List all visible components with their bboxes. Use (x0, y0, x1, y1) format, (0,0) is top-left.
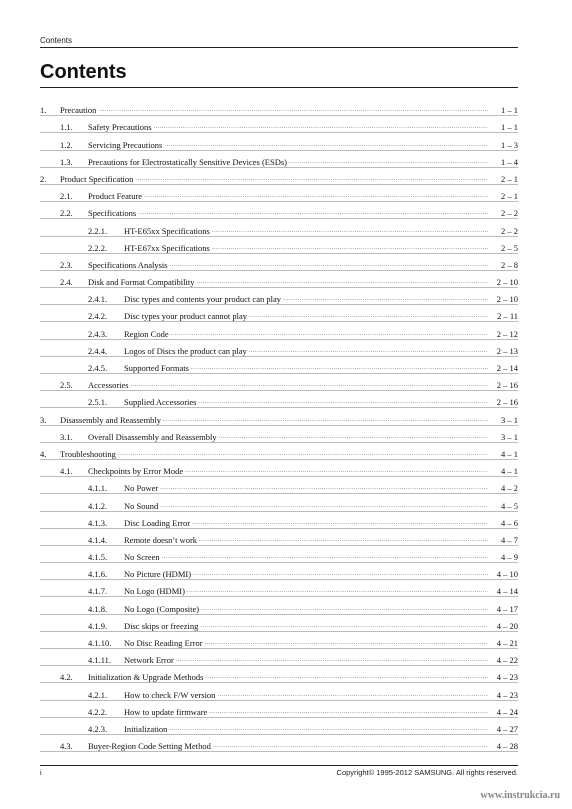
toc-entry-number: 2. (40, 173, 47, 184)
toc-entry-title: Region Code (124, 328, 169, 339)
toc-entry[interactable] (40, 476, 518, 493)
toc-entry[interactable] (40, 304, 518, 321)
page-title: Contents (40, 61, 127, 83)
toc-entry[interactable] (40, 562, 518, 579)
toc-leader-dots (164, 140, 488, 150)
toc-entry-page: 4 – 28 (496, 741, 518, 752)
toc-entry-number: 2.5. (60, 380, 73, 391)
toc-entry-title: Initialization & Upgrade Methods (88, 672, 204, 683)
toc-entry-title: Remote doesn’t work (124, 534, 198, 545)
toc-entry-number: 2.4.5. (88, 363, 108, 373)
toc-entry[interactable] (40, 682, 518, 699)
toc-entry[interactable] (40, 236, 518, 253)
toc-entry-title: How to update firmware (124, 706, 208, 717)
toc-entry-number: 1.1. (60, 122, 73, 133)
toc-entry-number: 4.1.5. (88, 552, 108, 563)
toc-entry-number: 3.1. (60, 431, 73, 442)
toc-entry-title: Disc Loading Error (124, 517, 191, 528)
toc-entry-number: 4.1.9. (88, 620, 108, 631)
toc-entry-title: Supported Formats (124, 363, 189, 373)
toc-entry[interactable] (40, 270, 518, 287)
toc-entry-page: 1 – 3 (501, 139, 518, 150)
toc-leader-dots (213, 741, 488, 751)
toc-leader-dots (212, 226, 488, 236)
toc-entry-page: 2 – 16 (496, 397, 518, 408)
toc-entry-title: Troubleshooting (60, 448, 116, 459)
toc-leader-dots (169, 724, 488, 734)
toc-leader-dots (170, 260, 488, 270)
toc-leader-dots (144, 191, 488, 201)
toc-entry-number: 2.3. (60, 259, 73, 270)
toc-entry[interactable] (40, 665, 518, 682)
title-rule (40, 87, 518, 88)
toc-entry-title: Supplied Accessories (124, 397, 197, 408)
toc-entry-number: 2.4.3. (88, 328, 108, 339)
toc-entry-page: 2 – 14 (496, 363, 518, 373)
toc-leader-dots (205, 638, 488, 648)
table-of-contents (40, 98, 518, 751)
toc-leader-dots (198, 397, 488, 407)
toc-entry-number: 4.2.2. (88, 706, 108, 717)
toc-entry-title: No Picture (HDMI) (124, 569, 192, 580)
toc-entry-page: 2 – 2 (501, 208, 518, 219)
toc-entry-page: 4 – 20 (496, 620, 518, 631)
toc-entry-number: 2.2. (60, 208, 73, 219)
toc-leader-dots (176, 655, 488, 665)
toc-entry-number: 2.5.1. (88, 397, 108, 408)
toc-entry[interactable] (40, 287, 518, 304)
toc-leader-dots (118, 449, 488, 459)
toc-entry-page: 4 – 1 (501, 466, 518, 477)
toc-entry-page: 2 – 12 (496, 328, 518, 339)
toc-leader-dots (154, 122, 489, 132)
toc-entry-number: 4.1.3. (88, 517, 108, 528)
toc-entry[interactable] (40, 631, 518, 648)
toc-entry[interactable] (40, 734, 518, 751)
toc-entry-number: 4.1.10. (88, 638, 112, 648)
toc-entry-page: 4 – 9 (501, 552, 518, 563)
toc-entry-number: 4.1.4. (88, 534, 108, 545)
toc-entry-page: 1 – 4 (501, 156, 518, 167)
toc-leader-dots (217, 690, 488, 700)
toc-entry-page: 1 – 1 (501, 122, 518, 133)
toc-entry-page: 2 – 1 (501, 191, 518, 202)
toc-entry[interactable] (40, 407, 518, 424)
watermark: www.instrukcia.ru (480, 790, 560, 801)
toc-entry-page: 2 – 16 (496, 380, 518, 391)
toc-entry-title: Specifications Analysis (88, 259, 168, 270)
toc-entry-number: 4.1.6. (88, 569, 108, 580)
toc-entry-number: 2.4.4. (88, 345, 108, 356)
toc-leader-dots (192, 518, 488, 528)
toc-entry-number: 3. (40, 414, 47, 425)
toc-leader-dots (201, 604, 488, 614)
toc-entry-number: 4.2.3. (88, 723, 108, 734)
toc-entry-page: 4 – 1 (501, 448, 518, 459)
toc-entry-title: Logos of Discs the product can play (124, 345, 247, 356)
toc-leader-dots (163, 415, 488, 425)
toc-entry[interactable] (40, 373, 518, 390)
toc-entry[interactable] (40, 150, 518, 167)
running-header: Contents (40, 36, 73, 45)
footer-page-number: i (40, 770, 42, 777)
toc-entry[interactable] (40, 700, 518, 717)
toc-entry-number: 2.2.2. (88, 242, 108, 253)
toc-entry[interactable] (40, 115, 518, 132)
toc-leader-dots (283, 294, 488, 304)
toc-entry-title: No Logo (HDMI) (124, 586, 185, 597)
toc-entry-page: 2 – 2 (501, 225, 518, 236)
toc-entry[interactable] (40, 511, 518, 528)
toc-entry-title: Product Specification (60, 173, 134, 184)
toc-entry-title: HT-E67xx Specifications (124, 242, 210, 253)
toc-entry-title: Disc skips or freezing (124, 620, 199, 631)
toc-entry[interactable] (40, 98, 518, 115)
toc-entry[interactable] (40, 253, 518, 270)
toc-entry-title: Precaution (60, 105, 97, 116)
toc-entry[interactable] (40, 596, 518, 613)
toc-leader-dots (162, 552, 488, 562)
toc-entry[interactable] (40, 545, 518, 562)
toc-entry-page: 3 – 1 (501, 414, 518, 425)
toc-entry-number: 1.2. (60, 139, 73, 150)
toc-leader-dots (193, 569, 488, 579)
toc-entry-title: Network Error (124, 655, 174, 666)
toc-entry[interactable] (40, 579, 518, 596)
toc-entry-title: Specifications (88, 208, 137, 219)
toc-leader-dots (200, 621, 488, 631)
toc-leader-dots (219, 432, 488, 442)
footer-rule (40, 765, 518, 766)
toc-entry-title: Servicing Precautions (88, 139, 163, 150)
toc-leader-dots (171, 329, 488, 339)
toc-entry[interactable] (40, 493, 518, 510)
toc-entry-title: Initialization (124, 723, 168, 734)
toc-entry-title: Precautions for Electrostatically Sensitive Devices (ESDs) (88, 156, 287, 167)
toc-leader-dots (187, 586, 488, 596)
toc-entry[interactable] (40, 321, 518, 338)
toc-leader-dots (205, 672, 488, 682)
toc-entry-page: 2 – 5 (501, 242, 518, 253)
toc-entry-page: 2 – 1 (501, 173, 518, 184)
toc-entry-title: Checkpoints by Error Mode (88, 466, 184, 477)
toc-entry-page: 3 – 1 (501, 431, 518, 442)
toc-entry-page: 2 – 10 (496, 294, 518, 305)
toc-entry[interactable] (40, 218, 518, 235)
toc-entry-page: 4 – 14 (496, 586, 518, 597)
toc-entry-number: 4.1.2. (88, 500, 108, 511)
toc-entry-title: Accessories (88, 380, 129, 391)
toc-entry-page: 2 – 8 (501, 259, 518, 270)
toc-entry[interactable] (40, 717, 518, 734)
toc-leader-dots (196, 277, 488, 287)
toc-entry-title: No Logo (Composite) (124, 603, 200, 614)
toc-entry-page: 4 – 6 (501, 517, 518, 528)
toc-entry-number: 1. (40, 105, 47, 116)
toc-entry[interactable] (40, 167, 518, 184)
toc-entry-title: Disc types and contents your product can play (124, 294, 281, 305)
toc-entry-number: 4.2.1. (88, 689, 108, 700)
toc-entry-page: 4 – 21 (496, 638, 518, 648)
toc-leader-dots (160, 483, 488, 493)
toc-leader-dots (185, 466, 488, 476)
toc-entry-page: 2 – 11 (497, 311, 518, 322)
toc-entry-title: Product Feature (88, 191, 143, 202)
toc-entry-title: How to check F/W version (124, 689, 216, 700)
toc-entry[interactable] (40, 425, 518, 442)
toc-entry-page: 4 – 27 (496, 723, 518, 734)
toc-leader-dots (209, 707, 488, 717)
header-rule (40, 47, 518, 48)
toc-leader-dots (212, 243, 488, 253)
toc-entry-page: 4 – 23 (496, 672, 518, 683)
toc-entry-number: 4.1.1. (88, 483, 108, 494)
toc-entry-title: Overall Disassembly and Reassembly (88, 431, 217, 442)
toc-entry-number: 4.1.8. (88, 603, 108, 614)
toc-entry-page: 4 – 5 (501, 500, 518, 511)
toc-entry-title: Disk and Format Compatibility (88, 277, 195, 288)
toc-leader-dots (98, 105, 488, 115)
toc-leader-dots (160, 501, 488, 511)
toc-entry[interactable] (40, 614, 518, 631)
toc-entry-page: 2 – 13 (496, 345, 518, 356)
toc-entry[interactable] (40, 648, 518, 665)
toc-entry[interactable] (40, 390, 518, 407)
toc-entry[interactable] (40, 184, 518, 201)
toc-entry-title: HT-E65xx Specifications (124, 225, 210, 236)
toc-entry-page: 1 – 1 (501, 105, 518, 116)
toc-entry[interactable] (40, 528, 518, 545)
toc-leader-dots (199, 535, 488, 545)
toc-entry-title: Buyer-Region Code Setting Method (88, 741, 211, 752)
toc-leader-dots (249, 311, 488, 321)
toc-leader-dots (131, 380, 488, 390)
toc-entry[interactable] (40, 356, 518, 373)
toc-entry-title: No Screen (124, 552, 160, 563)
toc-leader-dots (249, 346, 488, 356)
toc-entry-number: 4.1.11. (88, 655, 112, 666)
toc-entry-page: 4 – 17 (496, 603, 518, 614)
toc-entry-page: 4 – 10 (496, 569, 518, 580)
toc-entry-number: 4.3. (60, 741, 73, 752)
toc-entry-number: 2.4. (60, 277, 73, 288)
toc-entry[interactable] (40, 339, 518, 356)
toc-entry-page: 4 – 2 (501, 483, 518, 494)
toc-leader-dots (138, 208, 488, 218)
toc-entry-title: Safety Precautions (88, 122, 152, 133)
toc-entry-number: 2.4.2. (88, 311, 108, 322)
toc-entry-page: 4 – 22 (496, 655, 518, 666)
toc-entry[interactable] (40, 459, 518, 476)
toc-entry-number: 4.2. (60, 672, 73, 683)
toc-entry-number: 4. (40, 448, 47, 459)
toc-entry[interactable] (40, 132, 518, 149)
toc-entry-number: 2.2.1. (88, 225, 108, 236)
toc-entry-page: 4 – 23 (496, 689, 518, 700)
toc-entry-number: 4.1. (60, 466, 73, 477)
toc-entry-number: 2.1. (60, 191, 73, 202)
toc-entry-title: Disc types your product cannot play (124, 311, 247, 322)
toc-entry-page: 2 – 10 (496, 277, 518, 288)
toc-entry-number: 2.4.1. (88, 294, 108, 305)
toc-entry-page: 4 – 24 (496, 706, 518, 717)
toc-entry-number: 1.3. (60, 156, 73, 167)
toc-entry-page: 4 – 7 (501, 534, 518, 545)
footer-copyright: Copyright© 1995-2012 SAMSUNG. All rights reserved. (336, 768, 518, 777)
toc-entry[interactable] (40, 201, 518, 218)
toc-leader-dots (191, 363, 488, 373)
toc-leader-dots (289, 157, 488, 167)
toc-entry-title: No Power (124, 483, 159, 494)
toc-entry-title: No Sound (124, 500, 159, 511)
toc-entry-title: Disassembly and Reassembly (60, 414, 162, 425)
toc-leader-dots (135, 174, 488, 184)
toc-entry-number: 4.1.7. (88, 586, 108, 597)
toc-entry-title: No Disc Reading Error (124, 638, 203, 648)
toc-entry[interactable] (40, 442, 518, 459)
